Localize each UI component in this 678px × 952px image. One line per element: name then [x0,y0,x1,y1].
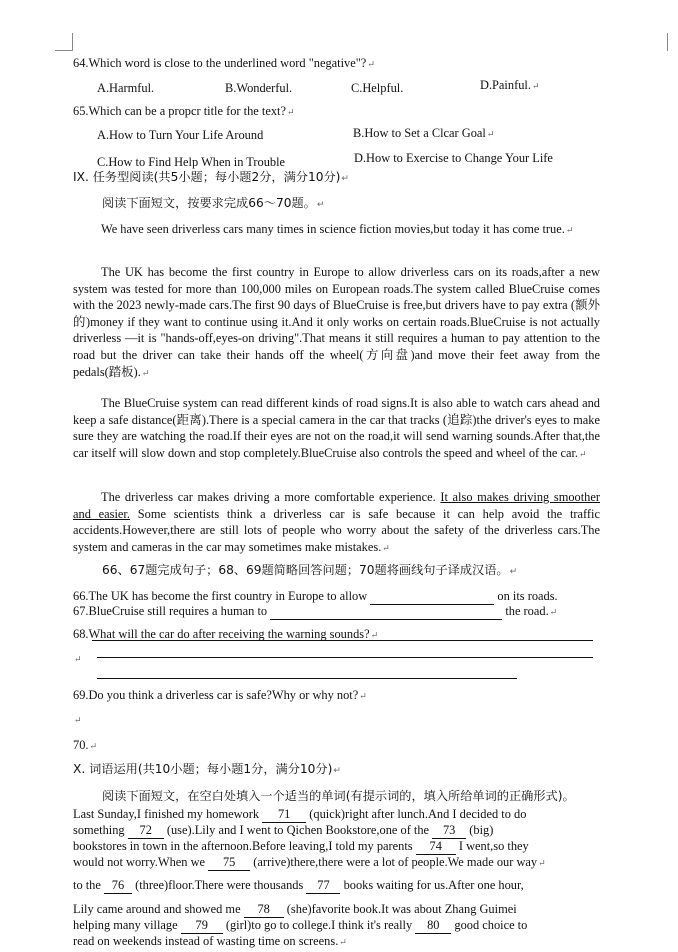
passage-paragraph-2: The UK has become the first country in Europe to allow driverless cars on its roads,after a new system was tested for more than 100,000 miles on European roads.The system called BlueCruise comes with the 2023 newly-made cars.The first 90 days of BlueCruise is free,but drivers have to pay extra (额外的)money if they want to continue using it.And it only works on certain roads.BlueCruise is not actually driverless —it is "hands-off,eyes-on driving".That means it still requires a human to pay attention to the road but the driver can take their hands off the wheel(方向盘)and move their feet away from the pedals(踏板).↵ [73,265,600,379]
q65-option-c: C.How to Find Help When in Trouble [97,155,286,169]
q66: 66.The UK has become the first country in Europe to allow on its roads. [73,589,558,603]
q64-option-b: B.Wonderful. [225,81,293,95]
q64-option-d: D.Painful.↵ [480,78,540,92]
cloze-line-4: would not worry.When we 75 (arrive)there,there were a lot of people.We made our way↵ [73,855,546,869]
q65-stem: 65.Which can be a propcr title for the text?↵ [73,104,295,118]
cloze-blank-73[interactable]: 73 [432,822,466,839]
section-9-instruction: 阅读下面短文，按要求完成66～70题。↵ [102,196,325,210]
q64-option-a: A.Harmful. [97,81,155,95]
cloze-blank-77[interactable]: 77 [306,877,340,894]
cloze-blank-80[interactable]: 80 [415,917,451,934]
q64-option-c: C.Helpful. [351,81,404,95]
section-9-heading: IX. 任务型阅读(共5小题；每小题2分，满分10分)↵ [73,170,349,184]
q67-answer-blank[interactable] [270,603,502,620]
crop-mark-right-v [667,33,668,51]
cloze-blank-78[interactable]: 78 [244,901,284,918]
cloze-blank-75[interactable]: 75 [208,854,250,871]
q65-option-a: A.How to Turn Your Life Around [97,128,264,142]
q65-option-b: B.How to Set a Clcar Goal↵ [353,126,495,140]
passage-paragraph-4: The driverless car makes driving a more comfortable experience. It also makes driving smoother and easier. Some scientists think a driverless car is safe because it can help avoid the traffic accidents.However,there are still lots of people who worry about the safety of the driverless cars.The system and cameras in the car may sometimes make mistakes.↵ [73,490,600,554]
q68-answer-mark: ↵ [74,654,82,664]
cloze-line-1: Last Sunday,I finished my homework 71 (quick)right after lunch.And I decided to do [73,807,527,821]
passage-paragraph-3: The BlueCruise system can read different kinds of road signs.It is also able to watch cars ahead and keep a safe distance(距离).There is a special camera in the car that tracks (追踪)the driver's eyes to make sure they are watching the road.If their eyes are not on the road,it will send warning sounds.After that,the car itself will slow down and stop completely.BlueCruise also controls the speed and wheel of the car.↵ [73,396,600,460]
cloze-line-3: bookstores in town in the afternoon.Before leaving,I told my parents 74 I went,so they [73,839,529,853]
q69-answer-mark: ↵ [74,715,82,725]
crop-mark-left-h [55,50,72,51]
cloze-line-2: something 72 (use).Lily and I went to Qichen Bookstore,one of the 73 (big) [73,823,494,837]
cloze-line-8: read on weekends instead of wasting time on screens.↵ [73,934,347,948]
q64-stem: 64.Which word is close to the underlined word "negative"?↵ [73,56,375,70]
q69-stem: 69.Do you think a driverless car is safe?Why or why not?↵ [73,688,367,702]
section-10-heading: X. 词语运用(共10小题；每小题1分，满分10分)↵ [73,762,341,776]
q65-option-d: D.How to Exercise to Change Your Life [354,151,553,165]
cloze-blank-72[interactable]: 72 [128,822,164,839]
q68-answer-line-2[interactable] [97,678,517,679]
cloze-blank-71[interactable]: 71 [262,806,306,823]
q70-stem: 70.↵ [73,738,98,752]
underlined-sentence: It also makes driving smoother and easier. [73,490,600,521]
cloze-blank-74[interactable]: 74 [416,838,456,855]
cloze-line-5: to the 76 (three)floor.There were thousands 77 books waiting for us.After one hour, [73,878,524,892]
q68-stem: 68.What will the car do after receiving the warning sounds?↵ [73,627,379,641]
cloze-line-7: helping many village 79 (girl)to go to college.I think it's really 80 good choice to [73,918,528,932]
section-9-instruction-2: 66、67题完成句子；68、69题简略回答问题；70题将画线句子译成汉语。↵ [102,563,518,577]
q68-answer-line-1[interactable] [97,657,593,658]
cloze-line-6: Lily came around and showed me 78 (she)favorite book.It was about Zhang Guimei [73,902,517,916]
section-10-instruction: 阅读下面短文，在空白处填入一个适当的单词(有提示词的，填入所给单词的正确形式)。 [102,789,575,803]
q68-stem-underline [92,640,593,641]
q67: 67.BlueCruise still requires a human to the road.↵ [73,604,558,618]
crop-mark-left-v [72,33,73,51]
passage-paragraph-1: We have seen driverless cars many times in science fiction movies,but today it has come true.↵ [101,222,574,236]
cloze-blank-79[interactable]: 79 [181,917,223,934]
cloze-blank-76[interactable]: 76 [104,877,132,894]
